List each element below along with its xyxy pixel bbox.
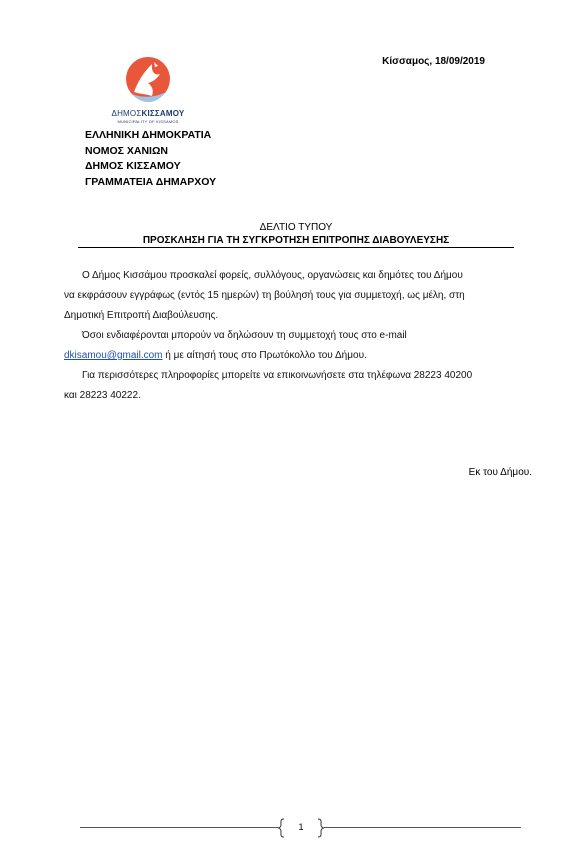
press-subtitle: ΠΡΟΣΚΛΗΣΗ ΓΙΑ ΤΗ ΣΥΓΚΡΟΤΗΣΗ ΕΠΙΤΡΟΠΗΣ ΔΙΑΒΟΥΛΕΥΣΗΣ	[142, 234, 450, 246]
issuer-header	[85, 128, 216, 190]
body-line-email	[64, 346, 534, 366]
page-number-box	[278, 818, 324, 838]
footer-rule-left	[80, 827, 278, 828]
header-line: ΔΗΜΟΣ ΚΙΣΣΑΜΟΥ	[85, 160, 181, 172]
body-line: Για περισσότερες πληροφορίες μπορείτε να επικοινωνήσετε στα τηλέφωνα 28223 40200	[82, 370, 473, 381]
email-link[interactable]: dkisamou@gmail.com	[64, 350, 163, 361]
municipality-logo	[108, 52, 188, 126]
press-title: ΔΕΛΤΙΟ ΤΥΠΟΥ	[259, 222, 333, 233]
press-release-body	[64, 266, 534, 406]
body-line: να εκφράσουν εγγράφως (εντός 15 ημερών) τη βούλησή τους για συμμετοχή, ως μέλη, στη	[64, 290, 465, 301]
body-line: και 28223 40222.	[64, 390, 141, 401]
footer-rule-right	[324, 827, 521, 828]
date-line: Κίσσαμος, 18/09/2019	[382, 56, 485, 67]
body-text: ή με αίτησή τους στο Πρωτόκολλο του Δήμου.	[162, 350, 367, 361]
body-line: Ο Δήμος Κισσάμου προσκαλεί φορείς, συλλόγους, οργανώσεις και δημότες του Δήμου	[82, 270, 463, 281]
header-line: ΕΛΛΗΝΙΚΗ ΔΗΜΟΚΡΑΤΙΑ	[85, 129, 212, 141]
logo-subtitle: MUNICIPALITY OF KISSAMOS	[117, 119, 179, 124]
heading-underline	[78, 247, 514, 248]
body-line: Όσοι ενδιαφέρονται μπορούν να δηλώσουν τη συμμετοχή τους στο e-mail	[82, 330, 407, 341]
page-number: 1	[298, 822, 304, 832]
signature: Εκ του Δήμου.	[468, 467, 532, 478]
body-line: Δημοτική Επιτροπή Διαβούλευσης.	[64, 310, 219, 321]
logo-wordmark: ΔΗΜΟΣΚΙΣΣΑΜΟΥ	[111, 109, 185, 118]
header-line: ΓΡΑΜΜΑΤΕΙΑ ΔΗΜΑΡΧΟΥ	[85, 175, 217, 188]
logo-emblem-icon	[108, 52, 188, 110]
press-release-heading	[78, 222, 514, 247]
header-line: ΝΟΜΟΣ ΧΑΝΙΩΝ	[85, 144, 168, 157]
